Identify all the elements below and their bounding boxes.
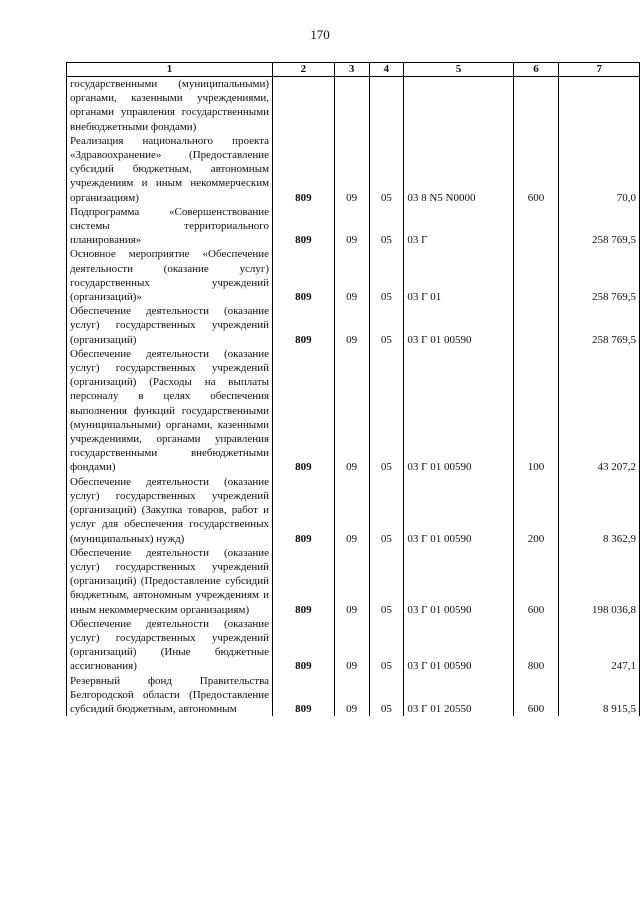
- subsection-code: 05: [369, 205, 404, 248]
- expense-type-code: 200: [513, 475, 559, 546]
- subsection-code: [369, 77, 404, 134]
- row-description: Реализация национального проекта «Здравоохранение» (Предоставление субсидий бюджетным, автономным учреждениям и иным некоммерческим организациям): [67, 134, 273, 205]
- expense-type-code: 100: [513, 347, 559, 475]
- section-code: 09: [334, 347, 369, 475]
- table-row: [67, 475, 640, 546]
- page-number: 170: [310, 27, 330, 42]
- ministry-code: 809: [273, 674, 335, 717]
- target-code: 03 Г 01: [404, 247, 513, 304]
- table-row: [67, 304, 640, 347]
- subsection-code: 05: [369, 475, 404, 546]
- expense-type-code: [513, 304, 559, 347]
- expense-type-code: [513, 247, 559, 304]
- ministry-code: 809: [273, 247, 335, 304]
- subsection-code: 05: [369, 617, 404, 674]
- section-code: 09: [334, 674, 369, 717]
- expense-type-code: 600: [513, 674, 559, 717]
- target-code: 03 Г 01 00590: [404, 546, 513, 617]
- target-code: 03 Г 01 00590: [404, 304, 513, 347]
- table-row: [67, 617, 640, 674]
- row-description: государственными (муниципальными) органами, казенными учреждениями, органами управления государственными внебюджетными фондами): [67, 77, 273, 134]
- section-code: 09: [334, 475, 369, 546]
- section-code: 09: [334, 134, 369, 205]
- expense-type-code: 600: [513, 134, 559, 205]
- target-code: 03 Г 01 00590: [404, 617, 513, 674]
- target-code: [404, 77, 513, 134]
- ministry-code: 809: [273, 205, 335, 248]
- expense-type-code: 800: [513, 617, 559, 674]
- row-description: Резервный фонд Правительства Белгородской области (Предоставление субсидий бюджетным, автономным: [67, 674, 273, 717]
- target-code: 03 8 N5 N0000: [404, 134, 513, 205]
- table-row: [67, 77, 640, 134]
- row-description: Обеспечение деятельности (оказание услуг) государственных учреждений (организаций) (Предоставление субсидий бюджетным, автономным учреждениям и иным некоммерческим организациям): [67, 546, 273, 617]
- section-code: 09: [334, 304, 369, 347]
- amount: 43 207,2: [559, 347, 640, 475]
- table-row: [67, 134, 640, 205]
- row-description: Обеспечение деятельности (оказание услуг) государственных учреждений (организаций) (Расходы на выплаты персоналу в целях обеспечения выполнения функций государственными (муниципальными) органами, казенными учреждениями, органами управления государственными внебюджетными фондами): [67, 347, 273, 475]
- column-header: 3: [334, 63, 369, 77]
- section-code: 09: [334, 247, 369, 304]
- expense-type-code: 600: [513, 546, 559, 617]
- amount: 247,1: [559, 617, 640, 674]
- table-row: [67, 247, 640, 304]
- row-description: Подпрограмма «Совершенствование системы территориального планирования»: [67, 205, 273, 248]
- ministry-code: 809: [273, 617, 335, 674]
- row-description: Основное мероприятие «Обеспечение деятельности (оказание услуг) государственных учреждений (организаций)»: [67, 247, 273, 304]
- target-code: 03 Г 01 00590: [404, 347, 513, 475]
- column-header: 4: [369, 63, 404, 77]
- subsection-code: 05: [369, 546, 404, 617]
- expense-type-code: [513, 77, 559, 134]
- column-header: 1: [67, 63, 273, 77]
- section-code: [334, 77, 369, 134]
- row-description: Обеспечение деятельности (оказание услуг) государственных учреждений (организаций) (Иные бюджетные ассигнования): [67, 617, 273, 674]
- section-code: 09: [334, 205, 369, 248]
- ministry-code: 809: [273, 304, 335, 347]
- amount: 70,0: [559, 134, 640, 205]
- amount: [559, 77, 640, 134]
- section-code: 09: [334, 546, 369, 617]
- ministry-code: 809: [273, 546, 335, 617]
- ministry-code: 809: [273, 347, 335, 475]
- amount: 8 362,9: [559, 475, 640, 546]
- subsection-code: 05: [369, 247, 404, 304]
- table-row: [67, 546, 640, 617]
- subsection-code: 05: [369, 134, 404, 205]
- budget-table: [66, 62, 640, 716]
- subsection-code: 05: [369, 304, 404, 347]
- amount: 258 769,5: [559, 247, 640, 304]
- row-description: Обеспечение деятельности (оказание услуг) государственных учреждений (организаций) (Закупка товаров, работ и услуг для обеспечения государственных (муниципальных) нужд): [67, 475, 273, 546]
- ministry-code: 809: [273, 475, 335, 546]
- target-code: 03 Г: [404, 205, 513, 248]
- subsection-code: 05: [369, 674, 404, 717]
- target-code: 03 Г 01 20550: [404, 674, 513, 717]
- ministry-code: [273, 77, 335, 134]
- column-header: 2: [273, 63, 335, 77]
- column-header: 5: [404, 63, 513, 77]
- expense-type-code: [513, 205, 559, 248]
- target-code: 03 Г 01 00590: [404, 475, 513, 546]
- amount: 198 036,8: [559, 546, 640, 617]
- section-code: 09: [334, 617, 369, 674]
- table-row: [67, 347, 640, 475]
- amount: 258 769,5: [559, 304, 640, 347]
- ministry-code: 809: [273, 134, 335, 205]
- table-header-row: [67, 63, 640, 77]
- column-header: 7: [559, 63, 640, 77]
- column-header: 6: [513, 63, 559, 77]
- amount: 8 915,5: [559, 674, 640, 717]
- amount: 258 769,5: [559, 205, 640, 248]
- row-description: Обеспечение деятельности (оказание услуг) государственных учреждений (организаций): [67, 304, 273, 347]
- subsection-code: 05: [369, 347, 404, 475]
- table-row: [67, 205, 640, 248]
- table-row: [67, 674, 640, 717]
